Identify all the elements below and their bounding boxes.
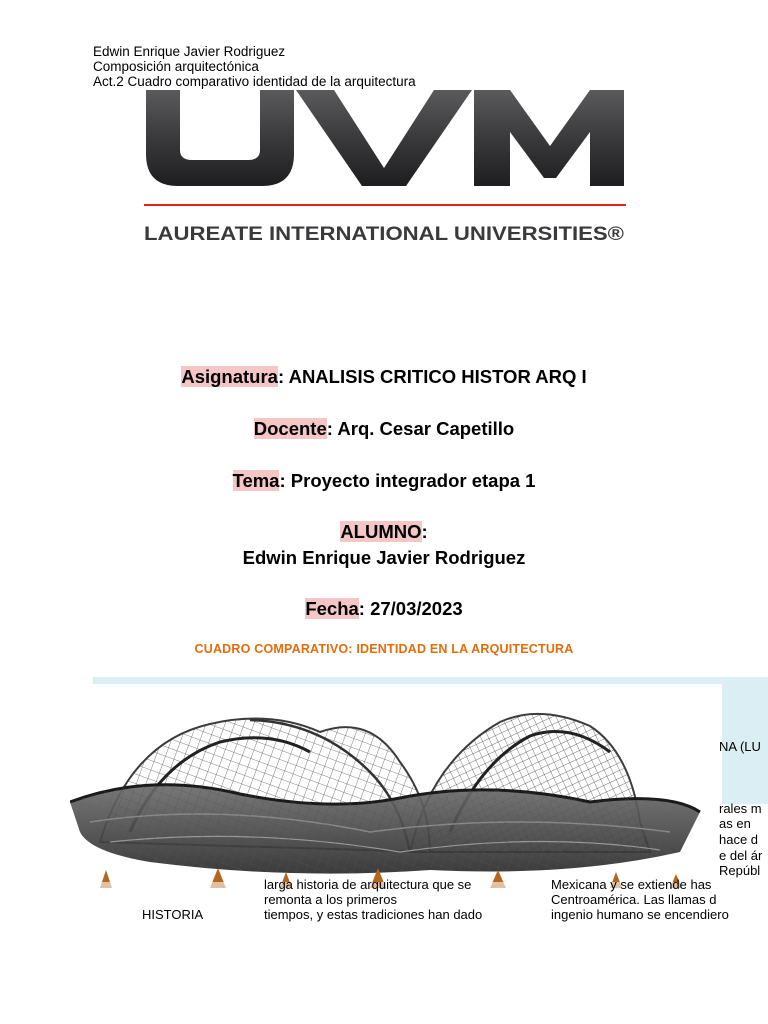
activity-line: Act.2 Cuadro comparativo identidad de la arquitectura: [93, 74, 416, 89]
col2-line-2: rales m: [719, 801, 762, 816]
tema-value: : Proyecto integrador etapa 1: [279, 470, 536, 491]
logo-tagline: LAUREATE INTERNATIONAL UNIVERSITIES®: [144, 223, 625, 245]
row-label-historia: HISTORIA: [142, 907, 204, 922]
subject-line: Composición arquitectónica: [93, 59, 259, 74]
asignatura-line: [0, 366, 768, 388]
col2-line-4: hace d: [719, 832, 759, 847]
col1-line-1: larga historia de arquitectura que se: [264, 877, 472, 892]
tema-line: [0, 470, 768, 492]
table-header-band: [93, 677, 768, 684]
col2-line-5: e del ár: [719, 848, 763, 863]
asignatura-value: : ANALISIS CRITICO HISTOR ARQ I: [277, 366, 587, 387]
alumno-name: Edwin Enrique Javier Rodriguez: [242, 547, 526, 568]
col2-line-6: Repúbl: [719, 863, 761, 878]
col2-line-7: Mexicana y se extiende has: [551, 877, 712, 892]
asignatura-label: Asignatura: [181, 366, 278, 387]
alumno-label: ALUMNO: [340, 521, 422, 542]
col2-line-9: ingenio humano se encendiero: [551, 907, 729, 922]
tema-label: Tema: [232, 470, 280, 491]
alumno-colon: :: [421, 521, 428, 542]
steel-structure-image: [70, 702, 710, 888]
fecha-value: : 27/03/2023: [358, 598, 463, 619]
docente-line: [0, 418, 768, 440]
col1-line-2: remonta a los primeros: [264, 892, 397, 907]
col2-line-8: Centroamérica. Las llamas d: [551, 892, 717, 907]
col2-line-1: NA (LU: [719, 739, 761, 754]
docente-value: : Arq. Cesar Capetillo: [326, 418, 515, 439]
fecha-label: Fecha: [305, 598, 359, 619]
comparison-title: CUADRO COMPARATIVO: IDENTIDAD EN LA ARQUITECTURA: [194, 642, 574, 656]
document-header: [93, 44, 416, 89]
docente-label: Docente: [253, 418, 327, 439]
alumno-line: [0, 521, 768, 543]
uvm-logo: [144, 88, 626, 248]
col2-line-3: as en: [719, 816, 751, 831]
author-line: Edwin Enrique Javier Rodriguez: [93, 44, 286, 59]
fecha-line: [0, 598, 768, 620]
col1-line-3: tiempos, y estas tradiciones han dado: [264, 907, 483, 922]
